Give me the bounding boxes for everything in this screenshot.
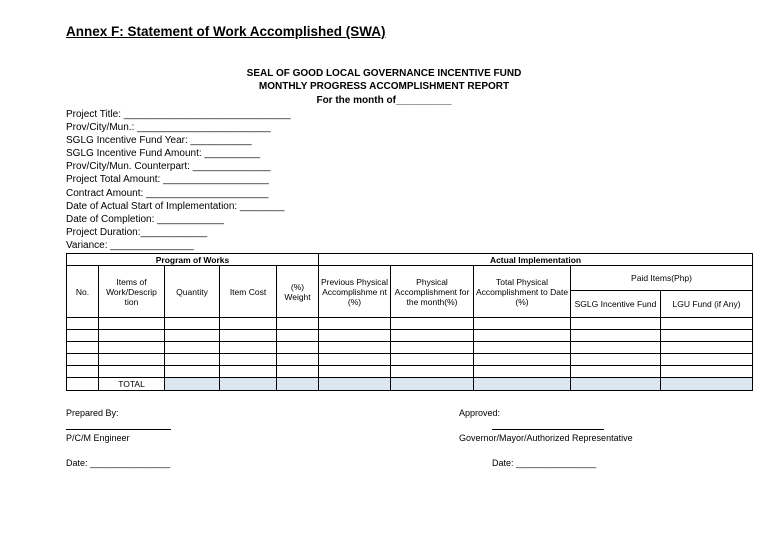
col-header-no: No. bbox=[67, 266, 99, 318]
group-header-program-of-works: Program of Works bbox=[67, 254, 319, 266]
col-header-items: Items of Work/Descrip tion bbox=[99, 266, 165, 318]
report-header-line1: SEAL OF GOOD LOCAL GOVERNANCE INCENTIVE FUND bbox=[246, 68, 522, 79]
field-actual-start-date: Date of Actual Start of Implementation: ________ bbox=[66, 200, 285, 212]
field-variance: Variance: _______________ bbox=[66, 239, 194, 251]
group-header-actual-implementation: Actual Implementation bbox=[319, 254, 753, 266]
prepared-date: Date: ________________ bbox=[66, 458, 171, 468]
total-row bbox=[67, 378, 753, 391]
prepared-by-label: Prepared By: bbox=[66, 408, 119, 418]
col-header-sglg-fund: SGLG Incentive Fund bbox=[571, 291, 661, 318]
field-sglg-fund-year: SGLG Incentive Fund Year: ___________ bbox=[66, 135, 252, 147]
col-header-previous-accomplishment: Previous Physical Accomplishme nt (%) bbox=[319, 266, 391, 318]
col-header-lgu-fund: LGU Fund (if Any) bbox=[661, 291, 753, 318]
table-row bbox=[67, 354, 753, 366]
project-info-fields bbox=[66, 108, 291, 252]
approved-signature-line bbox=[492, 429, 604, 430]
approved-role: Governor/Mayor/Authorized Representative bbox=[459, 433, 633, 443]
col-header-item-cost: Item Cost bbox=[220, 266, 277, 318]
report-month-line: For the month of__________ bbox=[316, 95, 452, 106]
col-header-quantity: Quantity bbox=[165, 266, 220, 318]
table-row bbox=[67, 318, 753, 330]
table-row bbox=[67, 342, 753, 354]
table-row bbox=[67, 366, 753, 378]
table-row bbox=[67, 330, 753, 342]
col-header-weight: (%) Weight bbox=[277, 266, 319, 318]
field-project-duration: Project Duration:____________ bbox=[66, 226, 208, 238]
prepared-signature-line bbox=[66, 429, 171, 430]
swa-table bbox=[66, 253, 753, 391]
total-label: TOTAL bbox=[99, 378, 165, 391]
col-header-physical-accomplishment: Physical Accomplishment for the month(%) bbox=[391, 266, 474, 318]
approved-label: Approved: bbox=[459, 408, 501, 418]
field-counterpart: Prov/City/Mun. Counterpart: ______________ bbox=[66, 161, 271, 173]
field-completion-date: Date of Completion: ____________ bbox=[66, 213, 224, 225]
annex-title: Annex F: Statement of Work Accomplished (SWA) bbox=[66, 24, 386, 39]
approved-date: Date: ________________ bbox=[492, 458, 597, 468]
report-header-line2: MONTHLY PROGRESS ACCOMPLISHMENT REPORT bbox=[258, 81, 510, 92]
field-sglg-fund-amount: SGLG Incentive Fund Amount: __________ bbox=[66, 148, 261, 160]
field-project-title: Project Title: ______________________________ bbox=[66, 109, 291, 120]
col-header-paid-items: Paid Items(Php) bbox=[571, 266, 753, 291]
col-header-total-physical: Total Physical Accomplishment to Date (%) bbox=[474, 266, 571, 318]
field-project-total-amount: Project Total Amount: ___________________ bbox=[66, 174, 269, 186]
field-prov-city-mun: Prov/City/Mun.: ________________________ bbox=[66, 122, 271, 134]
field-contract-amount: Contract Amount: ______________________ bbox=[66, 187, 269, 199]
prepared-role: P/C/M Engineer bbox=[66, 433, 130, 443]
